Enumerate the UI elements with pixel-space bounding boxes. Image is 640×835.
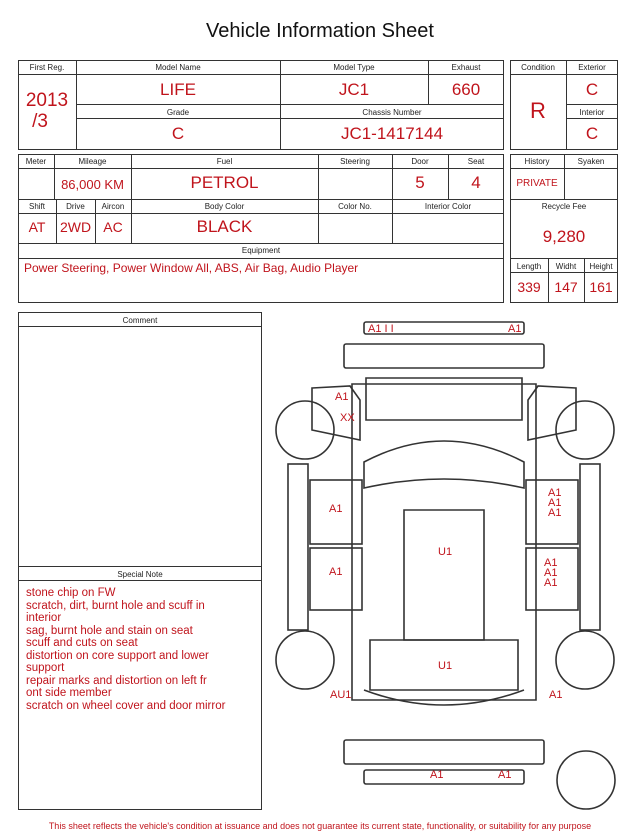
divider <box>18 258 504 259</box>
car-damage-diagram <box>268 318 630 818</box>
color-no-label: Color No. <box>338 202 372 211</box>
damage-roof: U1 <box>438 546 453 558</box>
length-label: Length <box>516 262 542 271</box>
model-name-value: LIFE <box>160 80 196 99</box>
damage-rear-bumper-left: A1 <box>430 769 444 781</box>
divider <box>566 118 618 119</box>
damage-right-front-door: A1 <box>548 497 562 509</box>
fuel-label: Fuel <box>216 157 233 166</box>
divider <box>318 154 319 243</box>
divider <box>18 74 504 75</box>
note-line: stone chip on FW <box>26 587 116 599</box>
recycle-fee-value: 9,280 <box>542 227 586 246</box>
first-reg-label: First Reg. <box>29 63 65 72</box>
note-line: interior <box>26 612 62 624</box>
divider <box>18 168 504 169</box>
note-line: repair marks and distortion on left fr <box>26 674 207 687</box>
seat-label: Seat <box>467 157 485 166</box>
model-type-label: Model Type <box>333 63 375 72</box>
height-value: 161 <box>589 279 613 295</box>
divider <box>392 154 393 243</box>
sheet-title: Vehicle Information Sheet <box>206 20 434 42</box>
divider <box>18 243 504 244</box>
divider <box>18 213 504 214</box>
exterior-value: C <box>585 80 599 99</box>
interior-value: C <box>585 124 599 143</box>
fuel-value: PETROL <box>190 173 259 192</box>
special-note-label: Special Note <box>117 570 163 579</box>
height-label: Height <box>589 262 613 271</box>
divider <box>510 272 618 273</box>
divider <box>510 258 618 259</box>
exterior-label: Exterior <box>578 63 606 72</box>
condition-value: R <box>530 98 546 123</box>
history-value: PRIVATE <box>516 178 558 189</box>
exhaust-value: 660 <box>451 80 481 99</box>
length-value: 339 <box>517 279 541 295</box>
first-reg-year: 2013 <box>25 90 69 111</box>
note-line: distortion on core support and lower <box>26 649 209 662</box>
mileage-value: 86,000 KM <box>61 177 124 192</box>
note-line: ont side member <box>26 687 112 699</box>
grade-label: Grade <box>166 108 190 117</box>
note-line: sag, burnt hole and stain on seat <box>26 624 193 637</box>
damage-left-front-door: A1 <box>329 503 343 515</box>
damage-windshield: XX <box>340 412 355 424</box>
damage-front-bumper-left: A1 I I <box>368 323 394 335</box>
equipment-label: Equipment <box>241 246 281 255</box>
comment-box <box>18 312 262 810</box>
damage-left-rear-door: A1 <box>329 566 343 578</box>
damage-right-front-door: A1 <box>548 507 562 519</box>
damage-rear-roof: U1 <box>438 660 453 672</box>
divider <box>18 566 262 567</box>
mileage-label: Mileage <box>78 157 107 166</box>
note-line: scuff and cuts on seat <box>26 637 138 649</box>
interior-color-label: Interior Color <box>424 202 472 211</box>
divider <box>76 118 504 119</box>
disclaimer-footer: This sheet reflects the vehicle's condition at issuance and does not guarantee its current state, functionality, or suitability for any purpose <box>48 821 592 831</box>
divider <box>566 104 618 105</box>
equipment-value: Power Steering, Power Window All, ABS, Air Bag, Audio Player <box>24 261 359 275</box>
shift-label: Shift <box>28 202 45 211</box>
grade-value: C <box>171 124 185 143</box>
note-line: support <box>26 662 65 674</box>
door-value: 5 <box>415 173 425 192</box>
body-color-value: BLACK <box>196 217 253 236</box>
damage-rear-bumper-right: A1 <box>498 769 512 781</box>
note-line: scratch, dirt, burnt hole and scuff in <box>26 599 205 612</box>
width-label: Widht <box>555 262 577 271</box>
first-reg-month: /3 <box>32 111 48 132</box>
syaken-label: Syaken <box>577 157 605 166</box>
divider <box>18 580 262 581</box>
interior-label: Interior <box>579 108 605 117</box>
damage-right-rear-door: A1 <box>544 557 558 569</box>
recycle-fee-label: Recycle Fee <box>541 202 587 211</box>
damage-left-rear-fender: AU1 <box>330 689 352 701</box>
model-name-label: Model Name <box>155 63 201 72</box>
drive-value: 2WD <box>59 219 92 235</box>
comment-label: Comment <box>122 316 158 325</box>
divider <box>18 326 262 327</box>
condition-label: Condition <box>521 63 555 72</box>
body-color-label: Body Color <box>204 202 245 211</box>
divider <box>18 199 504 200</box>
seat-value: 4 <box>471 173 481 192</box>
steering-label: Steering <box>340 157 370 166</box>
note-line: scratch on wheel cover and door mirror <box>26 699 226 712</box>
damage-front-left-fender: A1 <box>335 391 349 403</box>
divider <box>510 199 618 200</box>
shift-value: AT <box>28 219 46 235</box>
chassis-number-value: JC1-1417144 <box>340 124 444 143</box>
special-notes-list <box>26 587 258 712</box>
divider <box>76 104 504 105</box>
aircon-label: Aircon <box>101 202 125 211</box>
history-label: History <box>524 157 550 166</box>
aircon-value: AC <box>103 219 123 235</box>
damage-right-rear-door: A1 <box>544 577 558 589</box>
damage-front-bumper-right: A1 <box>508 323 522 335</box>
exhaust-label: Exhaust <box>451 63 481 72</box>
width-value: 147 <box>554 279 578 295</box>
divider <box>510 74 618 75</box>
door-label: Door <box>411 157 429 166</box>
damage-right-rear-door: A1 <box>544 567 558 579</box>
model-type-value: JC1 <box>338 80 370 99</box>
damage-right-rear-fender: A1 <box>549 689 563 701</box>
meter-label: Meter <box>25 157 47 166</box>
chassis-number-label: Chassis Number <box>362 108 422 117</box>
drive-label: Drive <box>66 202 85 211</box>
damage-right-front-door: A1 <box>548 487 562 499</box>
